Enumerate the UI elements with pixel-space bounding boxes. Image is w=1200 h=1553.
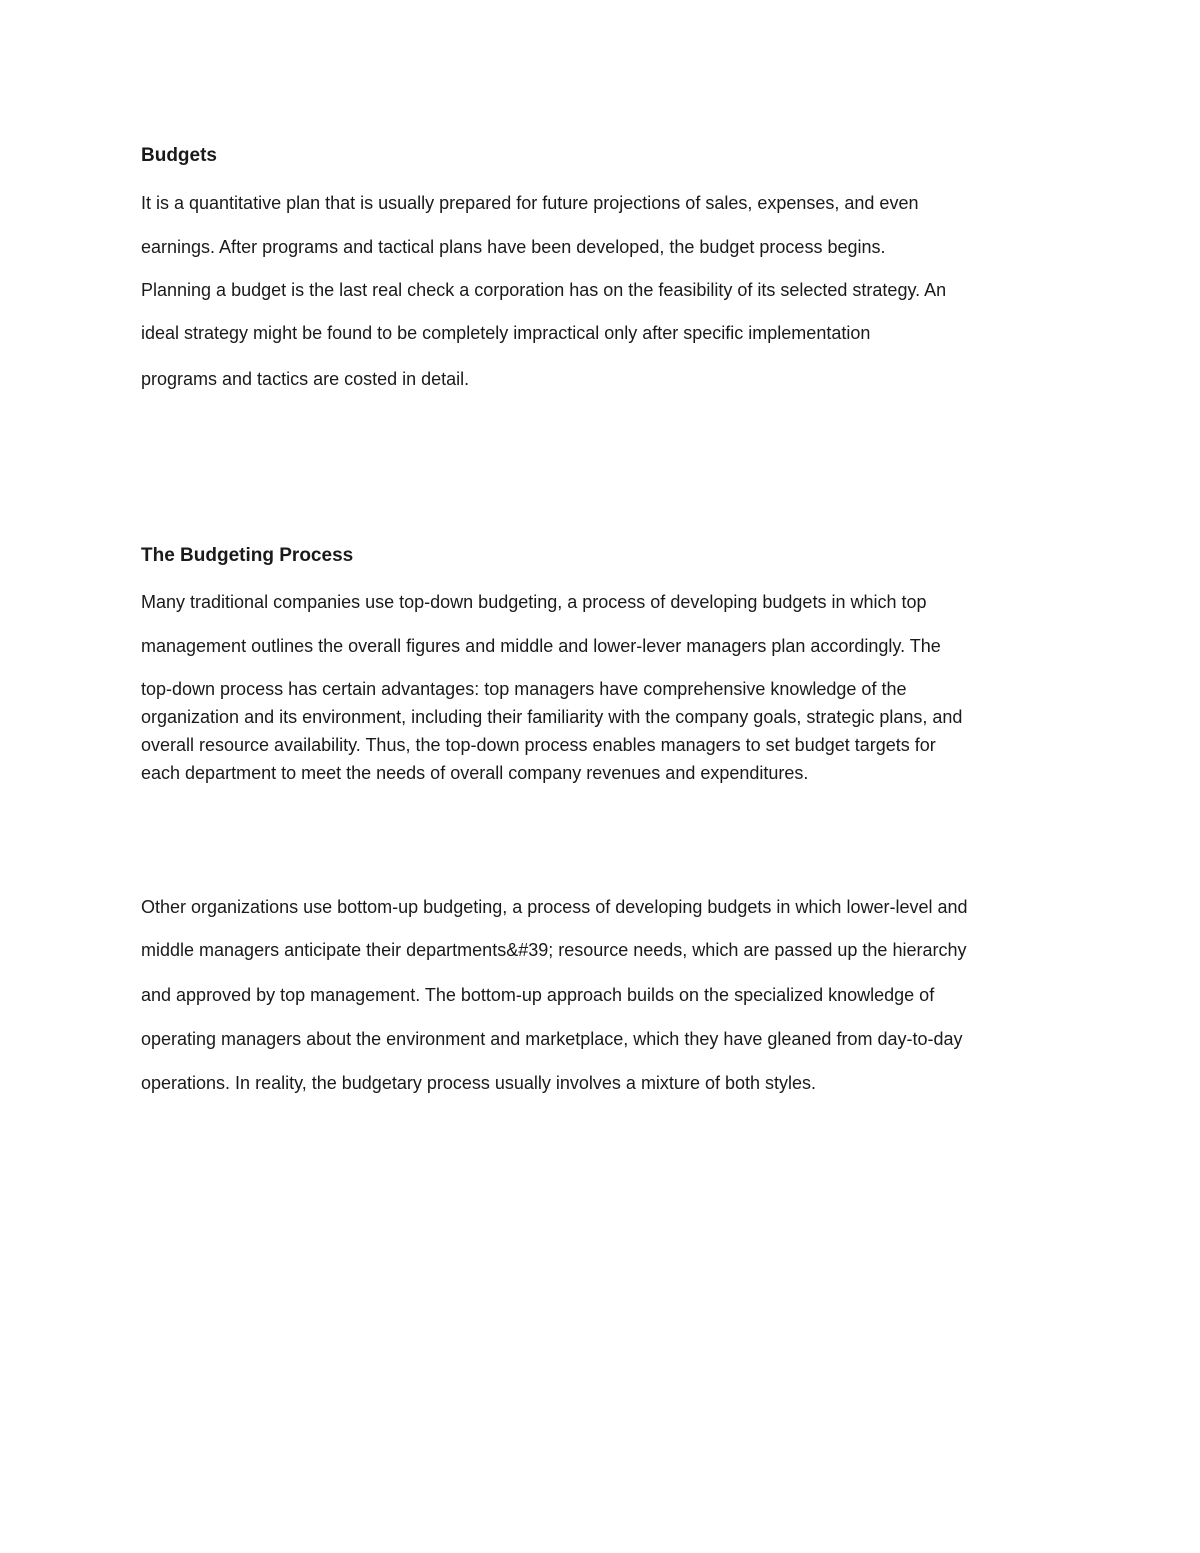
paragraph-line: overall resource availability. Thus, the top-down process enables managers to set budget targets for (141, 735, 936, 755)
paragraph-line: It is a quantitative plan that is usually prepared for future projections of sales, expenses, and even (141, 193, 919, 213)
paragraph-line: Many traditional companies use top-down budgeting, a process of developing budgets in which top (141, 592, 927, 612)
paragraph-line: operating managers about the environment and marketplace, which they have gleaned from day-to-day (141, 1029, 963, 1049)
paragraph-line: Other organizations use bottom-up budgeting, a process of developing budgets in which lower-level and (141, 897, 968, 917)
paragraph-line: programs and tactics are costed in detail. (141, 369, 470, 389)
paragraph-line: and approved by top management. The bottom-up approach builds on the specialized knowledge of (141, 985, 935, 1005)
heading-budgets: Budgets (141, 145, 217, 166)
paragraph-line: management outlines the overall figures and middle and lower-lever managers plan accordingly. The (141, 636, 941, 656)
heading-budgeting-process: The Budgeting Process (141, 545, 354, 566)
paragraph-line: top-down process has certain advantages: top managers have comprehensive knowledge of the (141, 679, 907, 699)
paragraph-line: ideal strategy might be found to be completely impractical only after specific implementation (141, 323, 871, 343)
paragraph-line: earnings. After programs and tactical plans have been developed, the budget process begins. (141, 237, 886, 257)
paragraph-line: middle managers anticipate their departments&#39; resource needs, which are passed up the hierarchy (141, 940, 967, 960)
paragraph-line: each department to meet the needs of overall company revenues and expenditures. (141, 763, 809, 783)
paragraph-line: Planning a budget is the last real check a corporation has on the feasibility of its selected strategy. An (141, 280, 947, 300)
paragraph-line: operations. In reality, the budgetary process usually involves a mixture of both styles. (141, 1073, 817, 1093)
paragraph-line: organization and its environment, including their familiarity with the company goals, strategic plans, and (141, 707, 963, 727)
